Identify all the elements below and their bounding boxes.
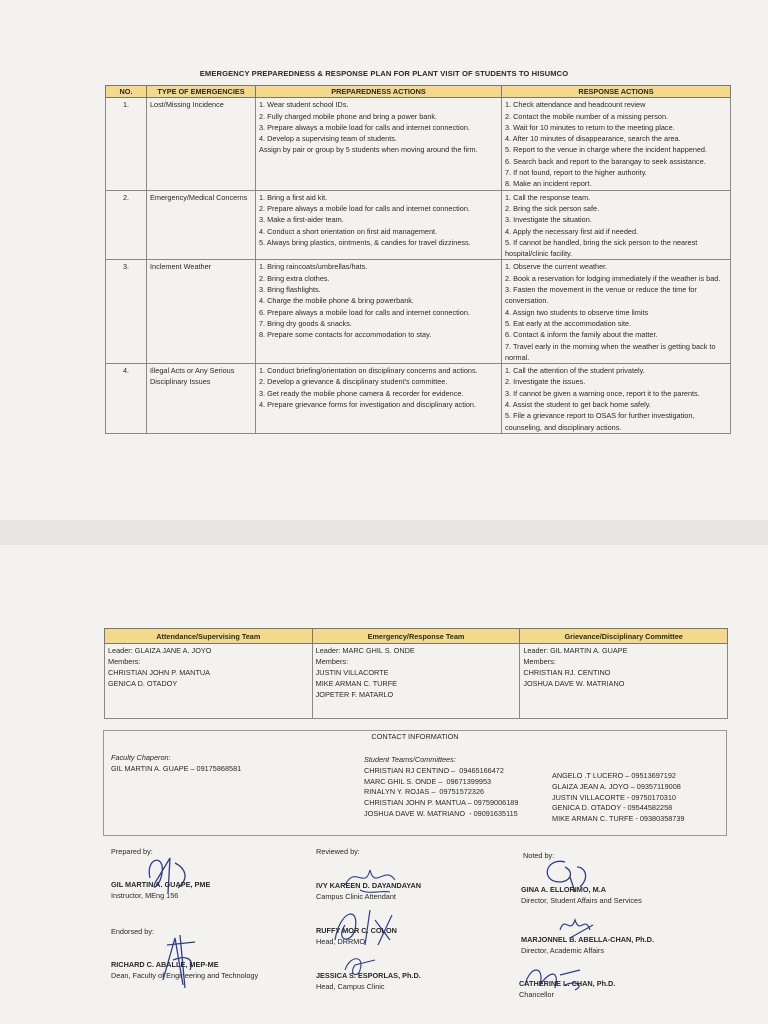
response-action-line: 4. Assist the student to get back home safely.: [505, 400, 651, 410]
response-action-line: 5. Report to the venue in charge where the incident happened.: [505, 145, 708, 155]
response-action-line: 5. If cannot be handled, bring the sick person to the nearest hospital/clinic facility.: [505, 237, 700, 259]
noted-1-position: Director, Student Affairs and Services: [521, 896, 642, 905]
response-action-line: 3. Wait for 10 minutes to return to the meeting place.: [505, 122, 675, 132]
reviewer-2-name: RUFFY MOR C. COLON: [316, 926, 397, 935]
response-action-line: 2. Contact the mobile number of a missing person.: [505, 111, 669, 121]
preparedness-action-line: 1. Bring raincoats/umbrellas/hats.: [259, 262, 368, 272]
team-leader: Leader: GLAIZA JANE A. JOYO: [108, 646, 212, 655]
noted-3: [519, 978, 615, 1000]
prepared-by-label: Prepared by:: [111, 847, 153, 856]
contact-information-box: [103, 730, 727, 836]
team-cell: [520, 644, 728, 719]
preparedness-action-line: 3. Prepare always a mobile load for calls and internet connection.: [259, 122, 470, 132]
student-contact: GENICA D. OTADOY - 09544582258: [552, 803, 673, 813]
response-action-line: 7. Travel early in the morning when the weather is getting back to normal.: [505, 341, 718, 362]
response-action-line: 6. Contact & inform the family about the matter.: [505, 330, 658, 340]
preparedness-action-line: 3. Bring flashlights.: [259, 285, 321, 295]
student-contact: ANGELO .T LUCERO – 09513697192: [552, 771, 676, 780]
response-action-line: 7. If not found, report to the higher authority.: [505, 168, 647, 178]
response-action-line: 5. Eat early at the accommodation site.: [505, 318, 632, 328]
preparedness-action-line: 2. Develop a grievance & disciplinary student's committee.: [259, 377, 448, 387]
header-type: TYPE OF EMERGENCIES: [147, 86, 256, 98]
team-header-attendance: Attendance/Supervising Team: [105, 629, 313, 644]
students-label: Student Teams/Committees:: [364, 755, 456, 764]
endorsed-by-position: Dean, Faculty of Engineering and Technology: [111, 971, 259, 980]
team-member: CHRISTIAN JOHN P. MANTUA: [108, 668, 211, 677]
student-contacts-col2: [552, 771, 684, 825]
preparedness-action-line: 5. Always bring plastics, ointments, & candies for travel dizziness.: [259, 237, 471, 247]
emergency-type: Lost/Missing Incidence: [147, 98, 256, 190]
team-members-label: Members:: [108, 657, 141, 666]
student-contact: MIKE ARMAN C. TURFE - 09380358739: [552, 814, 685, 824]
team-member: JOSHUA DAVE W. MATRIANO: [523, 679, 625, 688]
team-leader: Leader: GIL MARTIN A. GUAPE: [523, 646, 628, 655]
preparedness-action-line: 2. Fully charged mobile phone and bring a power bank.: [259, 111, 438, 121]
team-member: JUSTIN VILLACORTE: [315, 668, 389, 677]
contact-header: CONTACT INFORMATION: [371, 732, 459, 741]
emergency-type: Illegal Acts or Any Serious Disciplinary Issues: [147, 364, 256, 434]
plan-title: EMERGENCY PREPAREDNESS & RESPONSE PLAN FOR PLANT VISIT OF STUDENTS TO HISUMCO: [199, 69, 569, 78]
response-actions-cell: [502, 190, 731, 260]
preparedness-actions-cell: [256, 260, 502, 364]
reviewer-3: [316, 970, 421, 992]
team-member: JOPETER F. MATARLO: [315, 690, 394, 699]
reviewer-2-position: Head, DRRMO: [316, 937, 366, 946]
response-action-line: 6. Search back and report to the barangay to seek assistance.: [505, 156, 706, 166]
student-contact: MARC GHIL S. ONDE – 09671399953: [364, 776, 492, 786]
student-contact: JUSTIN VILLACORTE - 09750170310: [552, 792, 676, 802]
reviewer-1-position: Campus Clinic Attendant: [316, 892, 396, 901]
team-member: GENICA D. OTADOY: [108, 679, 178, 688]
preparedness-actions-cell: [256, 98, 502, 190]
response-actions-cell: [502, 98, 731, 190]
plan-row: [106, 98, 731, 190]
reviewer-3-name: JESSICA S. ESPORLAS, Ph.D.: [316, 971, 421, 980]
teams-table: [104, 628, 728, 719]
preparedness-action-line: 6. Prepare always a mobile load for calls and internet connection.: [259, 307, 470, 317]
team-cell: [105, 644, 313, 719]
response-action-line: 4. Assign two students to observe time limits: [505, 307, 649, 317]
preparedness-action-line: 2. Bring extra clothes.: [259, 273, 330, 283]
endorsed-by-label: Endorsed by:: [111, 927, 154, 936]
student-contact: GLAIZA JEAN A. JOYO – 09357119008: [552, 781, 681, 791]
response-action-line: 1. Call the response team.: [505, 192, 591, 202]
student-contact: RINALYN Y. ROJAS – 09751572326: [364, 787, 485, 797]
prepared-by-block: [111, 846, 210, 901]
noted-1-name: GINA A. ELLORIMO, M.A: [521, 885, 606, 894]
preparedness-action-line: Assign by pair or group by 5 students when moving around the firm.: [259, 145, 478, 155]
preparedness-actions-cell: [256, 364, 502, 434]
response-action-line: 1. Call the attention of the student privately.: [505, 366, 645, 376]
noted-3-name: CATHERINE L. CHAN, Ph.D.: [519, 979, 616, 988]
preparedness-action-line: 3. Make a first-aider team.: [259, 215, 344, 225]
team-cell: [312, 644, 520, 719]
header-preparedness: PREPAREDNESS ACTIONS: [256, 86, 502, 98]
student-contact: CHRISTIAN RJ CENTINO – 09465166472: [364, 765, 504, 775]
faculty-chaperon: [111, 753, 241, 775]
preparedness-action-line: 3. Get ready the mobile phone camera & recorder for evidence.: [259, 388, 464, 398]
team-header-grievance: Grievance/Disciplinary Committee: [520, 629, 728, 644]
team-members-label: Members:: [523, 657, 556, 666]
chaperon-contact: GIL MARTIN A. GUAPE – 09175868581: [111, 763, 242, 773]
header-response: RESPONSE ACTIONS: [502, 86, 731, 98]
team-members-label: Members:: [315, 657, 349, 666]
reviewer-1-name: IVY KAREEN D. DAYANDAYAN: [316, 881, 422, 890]
reviewer-2: [316, 925, 397, 947]
preparedness-action-line: 4. Prepare grievance forms for investigation and disciplinary action.: [259, 400, 476, 410]
chaperon-label: Faculty Chaperon:: [111, 753, 171, 762]
preparedness-action-line: 8. Prepare some contacts for accommodation to stay.: [259, 330, 432, 340]
preparedness-action-line: 4. Charge the mobile phone & bring powerbank.: [259, 296, 414, 306]
noted-2: [521, 934, 654, 956]
reviewed-by-label-block: [316, 846, 360, 857]
preparedness-actions-cell: [256, 190, 502, 260]
noted-2-position: Director, Academic Affairs: [521, 946, 605, 955]
team-member: CHRISTIAN RJ. CENTINO: [523, 668, 611, 677]
row-number: 2.: [106, 190, 147, 260]
response-action-line: 1. Observe the current weather.: [505, 262, 608, 272]
plan-row: [106, 260, 731, 364]
response-action-line: 4. Apply the necessary first aid if needed.: [505, 226, 639, 236]
student-contact: JOSHUA DAVE W. MATRIANO - 09091635115: [364, 808, 518, 818]
prepared-by-position: Instructor, MEng 156: [111, 891, 179, 900]
noted-3-position: Chancellor: [519, 990, 554, 999]
prepared-by-name: GIL MARTIN A. GUAPE, PME: [111, 880, 211, 889]
response-action-line: 3. If cannot be given a warning once, report it to the parents.: [505, 388, 700, 398]
response-action-line: 8. Make an incident report.: [505, 179, 592, 189]
student-contacts: [364, 755, 518, 820]
response-action-line: 1. Check attendance and headcount review: [505, 100, 646, 110]
noted-by-label-block: [523, 850, 554, 861]
team-header-emergency: Emergency/Response Team: [312, 629, 520, 644]
preparedness-action-line: 7. Bring dry goods & snacks.: [259, 318, 352, 328]
response-action-line: 2. Bring the sick person safe.: [505, 203, 600, 213]
plan-header-row: [106, 86, 731, 98]
header-no: NO.: [106, 86, 147, 98]
preparedness-action-line: 1. Wear student school IDs.: [259, 100, 349, 110]
plan-body: [106, 98, 731, 434]
emergency-type: Inclement Weather: [147, 260, 256, 364]
reviewer-3-position: Head, Campus Clinic: [316, 982, 385, 991]
reviewer-1: [316, 880, 421, 902]
response-action-line: 3. Investigate the situation.: [505, 215, 592, 225]
preparedness-action-line: 2. Prepare always a mobile load for calls and internet connection.: [259, 203, 470, 213]
plan-row: [106, 190, 731, 260]
noted-by-label: Noted by:: [523, 851, 555, 860]
reviewed-by-label: Reviewed by:: [316, 847, 360, 856]
team-leader: Leader: MARC GHIL S. ONDE: [315, 646, 415, 655]
response-action-line: 3. Fasten the movement in the venue or reduce the time for conversation.: [505, 285, 699, 306]
preparedness-action-line: 4. Develop a supervising team of students.: [259, 134, 397, 144]
response-actions-cell: [502, 260, 731, 364]
row-number: 1.: [106, 98, 147, 190]
preparedness-action-line: 1. Bring a first aid kit.: [259, 192, 328, 202]
response-actions-cell: [502, 364, 731, 434]
response-action-line: 2. Investigate the issues.: [505, 377, 586, 387]
response-action-line: 5. File a grievance report to OSAS for further investigation, counseling, and disciplinary actions.: [505, 411, 697, 432]
preparedness-action-line: 4. Conduct a short orientation on first aid management.: [259, 226, 438, 236]
team-member: MIKE ARMAN C. TURFE: [315, 679, 398, 688]
plan-row: [106, 364, 731, 434]
endorsed-by-block: [111, 926, 258, 981]
row-number: 4.: [106, 364, 147, 434]
noted-1: [521, 884, 642, 906]
preparedness-action-line: 1. Conduct briefing/orientation on disciplinary concerns and actions.: [259, 366, 478, 376]
plan-table: [105, 85, 731, 434]
endorsed-by-name: RICHARD C. ABALLE, MEP-ME: [111, 960, 219, 969]
row-number: 3.: [106, 260, 147, 364]
student-contact: CHRISTIAN JOHN P. MANTUA – 09759006189: [364, 798, 519, 808]
noted-2-name: MARJONNEL B. ABELLA-CHAN, Ph.D.: [521, 935, 654, 944]
emergency-type: Emergency/Medical Concerns: [147, 190, 256, 260]
response-action-line: 4. After 10 minutes of disappearance, search the area.: [505, 134, 681, 144]
response-action-line: 2. Book a reservation for lodging immediately if the weather is bad.: [505, 273, 721, 283]
